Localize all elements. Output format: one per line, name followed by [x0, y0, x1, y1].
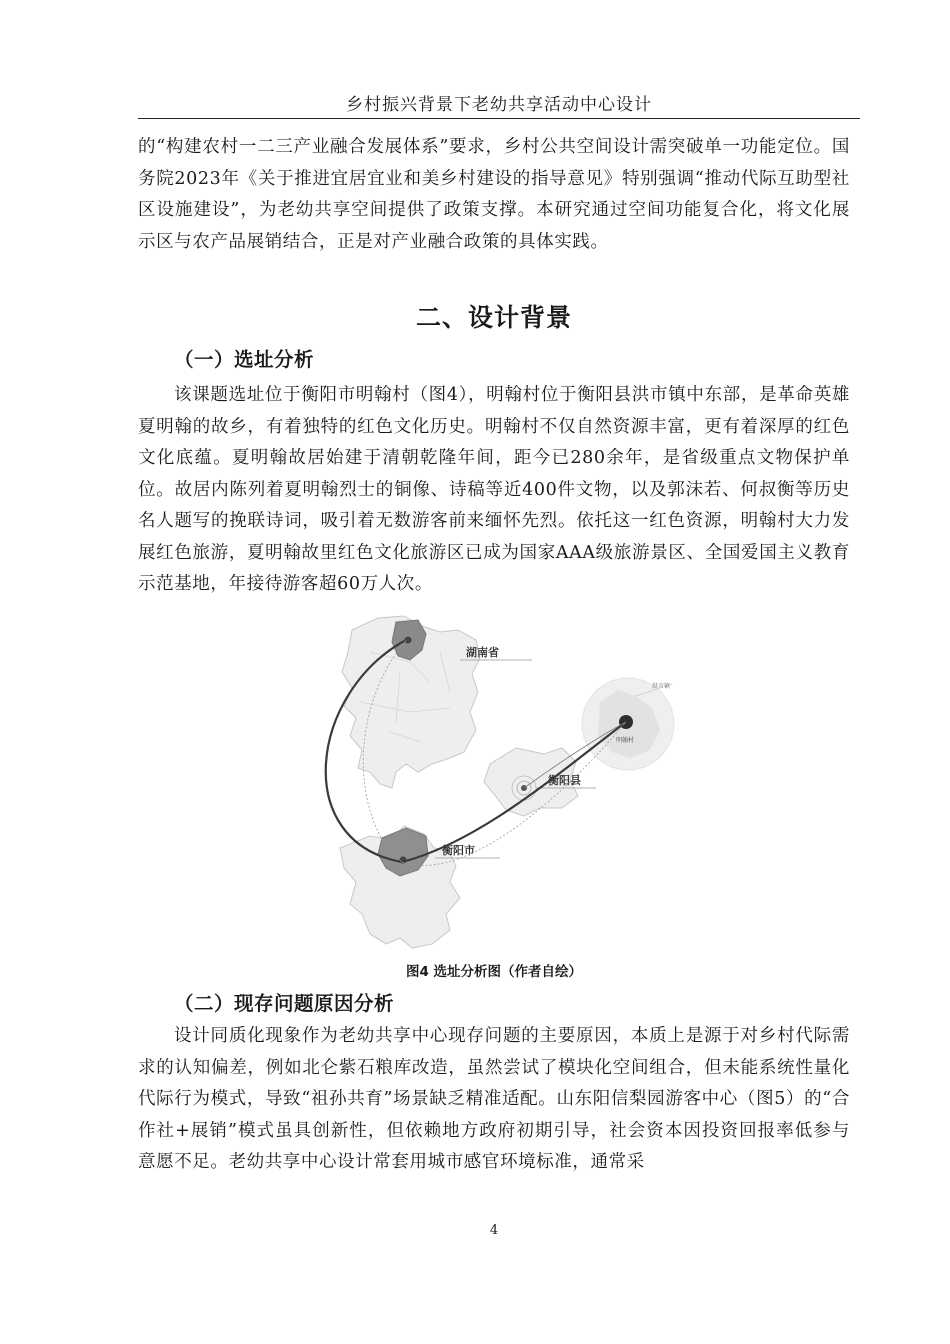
label-town: 洪市镇: [652, 683, 671, 690]
label-province: 湖南省: [466, 646, 499, 659]
page-number: 4: [489, 1223, 499, 1238]
paragraph-intro: 的“构建农村一二三产业融合发展体系”要求，乡村公共空间设计需突破单一功能定位。国务院2023年《关于推进宜居宜业和美乡村建设的指导意见》特别强调“推动代际互助型社区设施建设”，为老幼共享空间提供了政策支撑。本研究通过空间功能复合化，将文化展示区与农产品展销结合，正是对产业融合政策的具体实践。: [138, 137, 850, 252]
label-county: 衡阳县: [548, 774, 581, 787]
subsection-heading-site: （一）选址分析: [174, 348, 315, 371]
running-header: 乡村振兴背景下老幼共享活动中心设计: [346, 95, 652, 115]
label-city: 衡阳市: [442, 844, 475, 857]
subsection-heading-problems: （二）现存问题原因分析: [174, 992, 395, 1015]
paragraph-site: 该课题选址位于衡阳市明翰村（图4），明翰村位于衡阳县洪市镇中东部，是革命英雄夏明翰的故乡，有着独特的红色文化历史。明翰村不仅自然资源丰富，更有着深厚的红色文化底蕴。夏明翰故居始建于清朝乾隆年间，距今已280余年，是省级重点文物保护单位。故居内陈列着夏明翰烈士的铜像、诗稿等近400件文物，以及郭沫若、何叔衡等历史名人题写的挽联诗词，吸引着无数游客前来缅怀先烈。依托这一红色资源，明翰村大力发展红色旅游，夏明翰故里红色文化旅游区已成为国家AAA级旅游景区、全国爱国主义教育示范基地，年接待游客超60万人次。: [138, 385, 850, 594]
figure-caption: 图4 选址分析图（作者自绘）: [405, 964, 583, 980]
section-heading: 二、设计背景: [415, 303, 572, 332]
site-analysis-figure: [300, 612, 682, 954]
paragraph-problems: 设计同质化现象作为老幼共享中心现存问题的主要原因，本质上是源于对乡村代际需求的认知偏差，例如北仑紫石粮库改造，虽然尝试了模块化空间组合，但未能系统性量化代际行为模式，导致“祖孙共育”场景缺乏精准适配。山东阳信梨园游客中心（图5）的“合作社+展销”模式虽具创新性，但依赖地方政府初期引导，社会资本因投资回报率低参与意愿不足。老幼共享中心设计常套用城市感官环境标准，通常采: [138, 1026, 850, 1172]
label-village: 明翰村: [616, 737, 635, 744]
header-rule: [138, 118, 860, 119]
